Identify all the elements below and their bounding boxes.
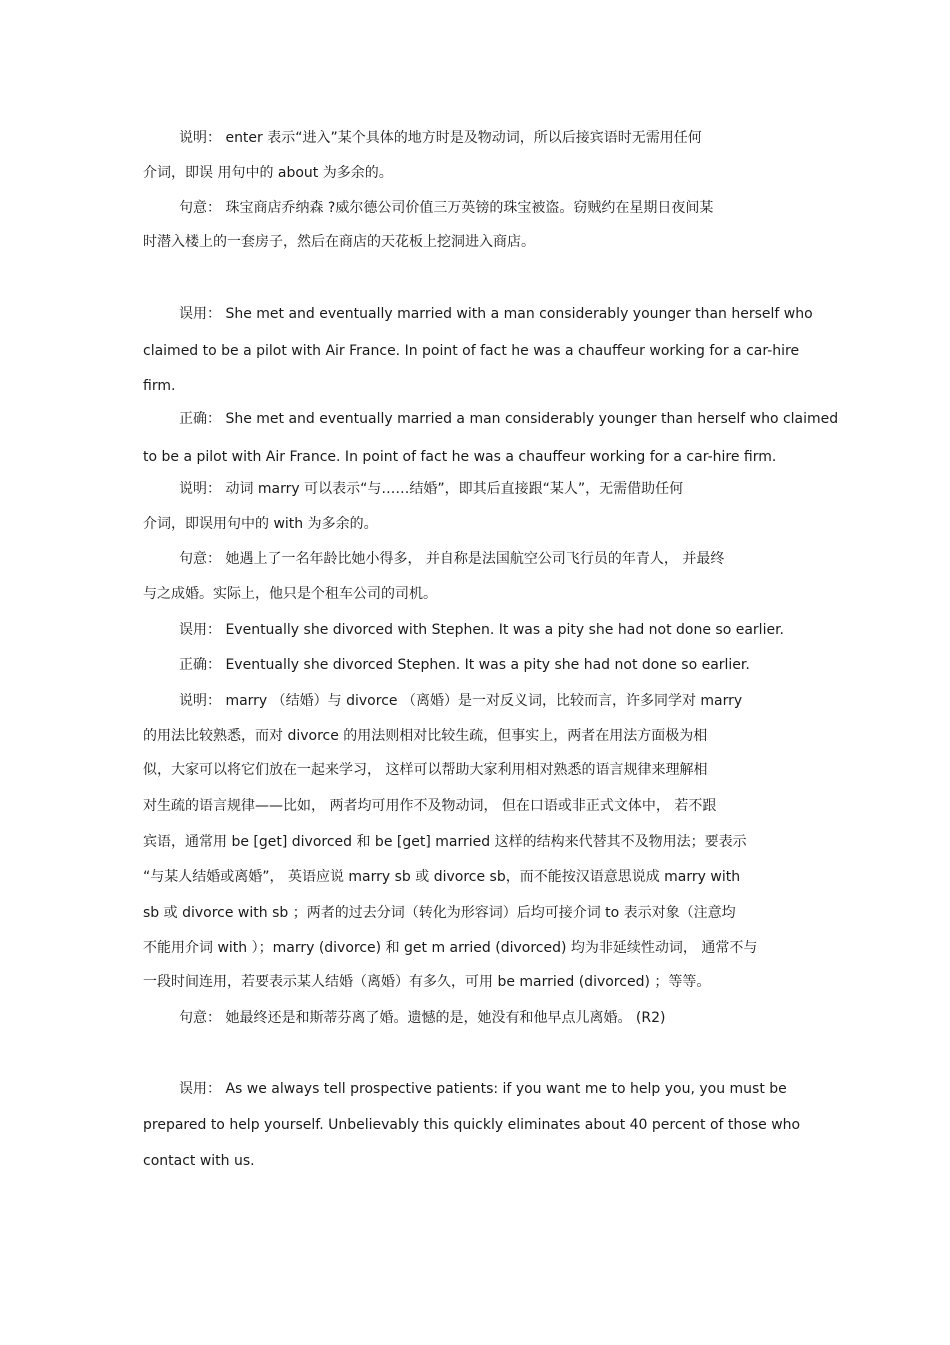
text-line: to be a pilot with Air France. In point of fact he was a chauffeur working for a car-hire firm. <box>143 449 777 465</box>
text-line: 与之成婚。实际上，他只是个租车公司的司机。 <box>143 586 437 602</box>
text-line: “与某人结婚或离婚”， 英语应说 marry sb 或 divorce sb，而不能按汉语意思说成 marry with <box>143 869 741 885</box>
text-line: claimed to be a pilot with Air France. In point of fact he was a chauffeur working for a car-hire <box>143 343 800 359</box>
text-line: 介词，即误 用句中的 about 为多余的。 <box>143 165 393 181</box>
text-line: 不能用介词 with ）；marry (divorce) 和 get m arried (divorced) 均为非延续性动词， 通常不与 <box>143 940 758 956</box>
text-line: 句意： 她遇上了一名年龄比她小得多， 并自称是法国航空公司飞行员的年青人， 并最终 <box>179 551 725 567</box>
text-line: 句意： 她最终还是和斯蒂芬离了婚。遗憾的是，她没有和他早点儿离婚。 (R2) <box>179 1010 666 1026</box>
text-line: sb 或 divorce with sb ；两者的过去分词（转化为形容词）后均可接介词 to 表示对象（注意均 <box>143 905 736 921</box>
text-line: firm. <box>143 378 176 394</box>
text-line: 句意： 珠宝商店乔纳森 ?威尔德公司价值三万英镑的珠宝被盗。窃贼约在星期日夜间某 <box>179 200 714 216</box>
text-line: 正确： Eventually she divorced Stephen. It was a pity she had not done so earlier. <box>179 657 750 673</box>
text-line: contact with us. <box>143 1153 255 1169</box>
text-line: 时潜入楼上的一套房子，然后在商店的天花板上挖洞进入商店。 <box>143 234 535 250</box>
text-line: 的用法比较熟悉，而对 divorce 的用法则相对比较生疏，但事实上，两者在用法方面极为相 <box>143 728 708 744</box>
text-line: prepared to help yourself. Unbelievably this quickly eliminates about 40 percent of those who <box>143 1117 801 1133</box>
text-line: 误用： As we always tell prospective patients: if you want me to help you, you must be <box>179 1081 787 1097</box>
text-line: 一段时间连用，若要表示某人结婚（离婚）有多久，可用 be married (divorced) ；等等。 <box>143 974 711 990</box>
text-line: 似，大家可以将它们放在一起来学习， 这样可以帮助大家利用相对熟悉的语言规律来理解相 <box>143 762 708 778</box>
text-line: 正确： She met and eventually married a man considerably younger than herself who claimed <box>179 411 839 427</box>
text-line: 误用： Eventually she divorced with Stephen. It was a pity she had not done so earlier. <box>179 622 784 638</box>
text-line: 说明： 动词 marry 可以表示“与……结婚”，即其后直接跟“某人”，无需借助任何 <box>179 481 684 497</box>
text-line: 宾语，通常用 be [get] divorced 和 be [get] married 这样的结构来代替其不及物用法；要表示 <box>143 834 747 850</box>
text-line: 对生疏的语言规律——比如， 两者均可用作不及物动词， 但在口语或非正式文体中， 若不跟 <box>143 798 717 814</box>
text-line: 介词，即误用句中的 with 为多余的。 <box>143 516 378 532</box>
text-line: 误用： She met and eventually married with a man considerably younger than herself who <box>179 306 813 322</box>
text-line: 说明： enter 表示“进入”某个具体的地方时是及物动词，所以后接宾语时无需用任何 <box>179 130 702 146</box>
text-line: 说明： marry （结婚）与 divorce （离婚）是一对反义词，比较而言，许多同学对 marry <box>179 693 743 709</box>
